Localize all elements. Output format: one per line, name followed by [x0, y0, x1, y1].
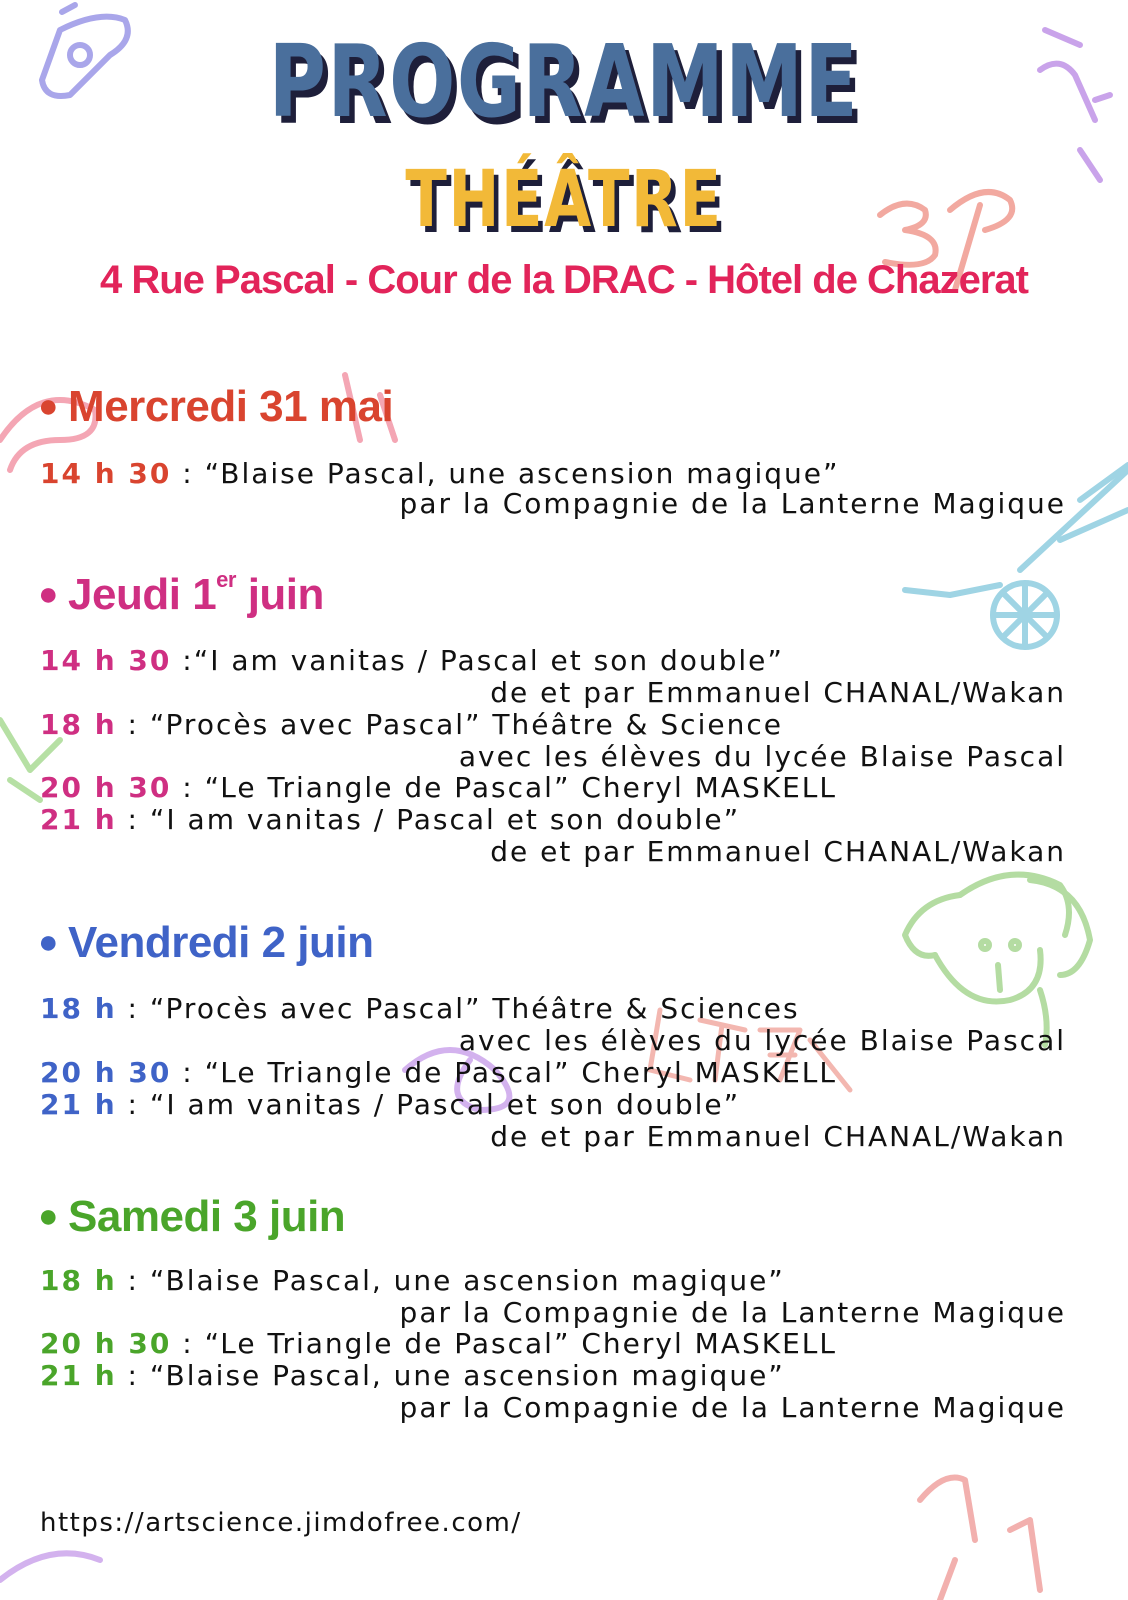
event-title: : “I am vanitas / Pascal et son double” — [116, 803, 741, 836]
theatre-subtitle: THÉÂTRE — [405, 155, 723, 245]
event-line — [40, 1057, 837, 1089]
event-time: 18 h — [40, 992, 117, 1025]
bullet-icon: ● — [38, 923, 59, 961]
day-heading-vendredi: ● Vendredi 2 juin — [38, 918, 374, 967]
event-line — [40, 804, 740, 836]
event-title: : “Procès avec Pascal” Théâtre & Sciences — [116, 992, 800, 1025]
event-time: 20 h 30 — [40, 771, 172, 804]
event-title: : “I am vanitas / Pascal et son double” — [116, 1088, 741, 1121]
event-title: : “Blaise Pascal, une ascension magique” — [116, 1264, 785, 1297]
event-time: 20 h 30 — [40, 1327, 172, 1360]
event-time: 18 h — [40, 1264, 117, 1297]
event-time: 21 h — [40, 1359, 117, 1392]
event-time: 14 h 30 — [40, 644, 172, 677]
day-heading-jeudi: ● Jeudi 1er juin — [38, 567, 324, 619]
event-time: 21 h — [40, 1088, 117, 1121]
event-detail: par la Compagnie de la Lanterne Magique — [399, 487, 1066, 520]
event-detail: par la Compagnie de la Lanterne Magique — [399, 1391, 1066, 1424]
website-link[interactable]: https://artscience.jimdofree.com/ — [40, 1508, 522, 1538]
programme-title: PROGRAMME — [268, 23, 860, 140]
event-detail: par la Compagnie de la Lanterne Magique — [399, 1296, 1066, 1329]
pink-doodle-bottom-icon — [920, 1478, 1040, 1600]
event-detail: de et par Emmanuel CHANAL/Wakan — [490, 1120, 1066, 1153]
event-line — [40, 645, 784, 677]
bullet-icon: ● — [38, 387, 59, 425]
event-detail: de et par Emmanuel CHANAL/Wakan — [490, 835, 1066, 868]
event-time: 18 h — [40, 708, 117, 741]
bullet-icon: ● — [38, 575, 59, 613]
event-time: 20 h 30 — [40, 1056, 172, 1089]
purple-doodle-right-icon — [1040, 30, 1110, 180]
event-time: 14 h 30 — [40, 457, 172, 490]
event-line — [40, 1328, 837, 1360]
event-title: : “Blaise Pascal, une ascension magique” — [116, 1359, 785, 1392]
event-time: 21 h — [40, 803, 117, 836]
event-title: : “Le Triangle de Pascal” Cheryl MASKELL — [171, 771, 837, 804]
event-line — [40, 458, 840, 490]
event-line — [40, 993, 800, 1025]
event-title: : “Le Triangle de Pascal” Cheryl MASKELL — [171, 1056, 837, 1089]
event-title: : “Blaise Pascal, une ascension magique” — [171, 457, 840, 490]
event-detail: avec les élèves du lycée Blaise Pascal — [458, 740, 1066, 773]
day-heading-samedi: ● Samedi 3 juin — [38, 1192, 346, 1241]
event-line — [40, 1360, 785, 1392]
bullet-icon: ● — [38, 1197, 59, 1235]
venue-address: 4 Rue Pascal - Cour de la DRAC - Hôtel de Chazerat — [99, 258, 1028, 302]
event-detail: avec les élèves du lycée Blaise Pascal — [458, 1024, 1066, 1057]
rocket-doodle-icon — [42, 5, 128, 96]
event-line — [40, 1089, 740, 1121]
day-heading-mercredi: ● Mercredi 31 mai — [38, 382, 394, 431]
event-detail: de et par Emmanuel CHANAL/Wakan — [490, 676, 1066, 709]
event-title: : “Le Triangle de Pascal” Cheryl MASKELL — [171, 1327, 837, 1360]
event-line — [40, 709, 783, 741]
dog-doodle-icon — [905, 875, 1090, 1045]
event-title: :“I am vanitas / Pascal et son double” — [171, 644, 784, 677]
event-line — [40, 1265, 785, 1297]
event-title: : “Procès avec Pascal” Théâtre & Science — [116, 708, 783, 741]
event-line — [40, 772, 837, 804]
